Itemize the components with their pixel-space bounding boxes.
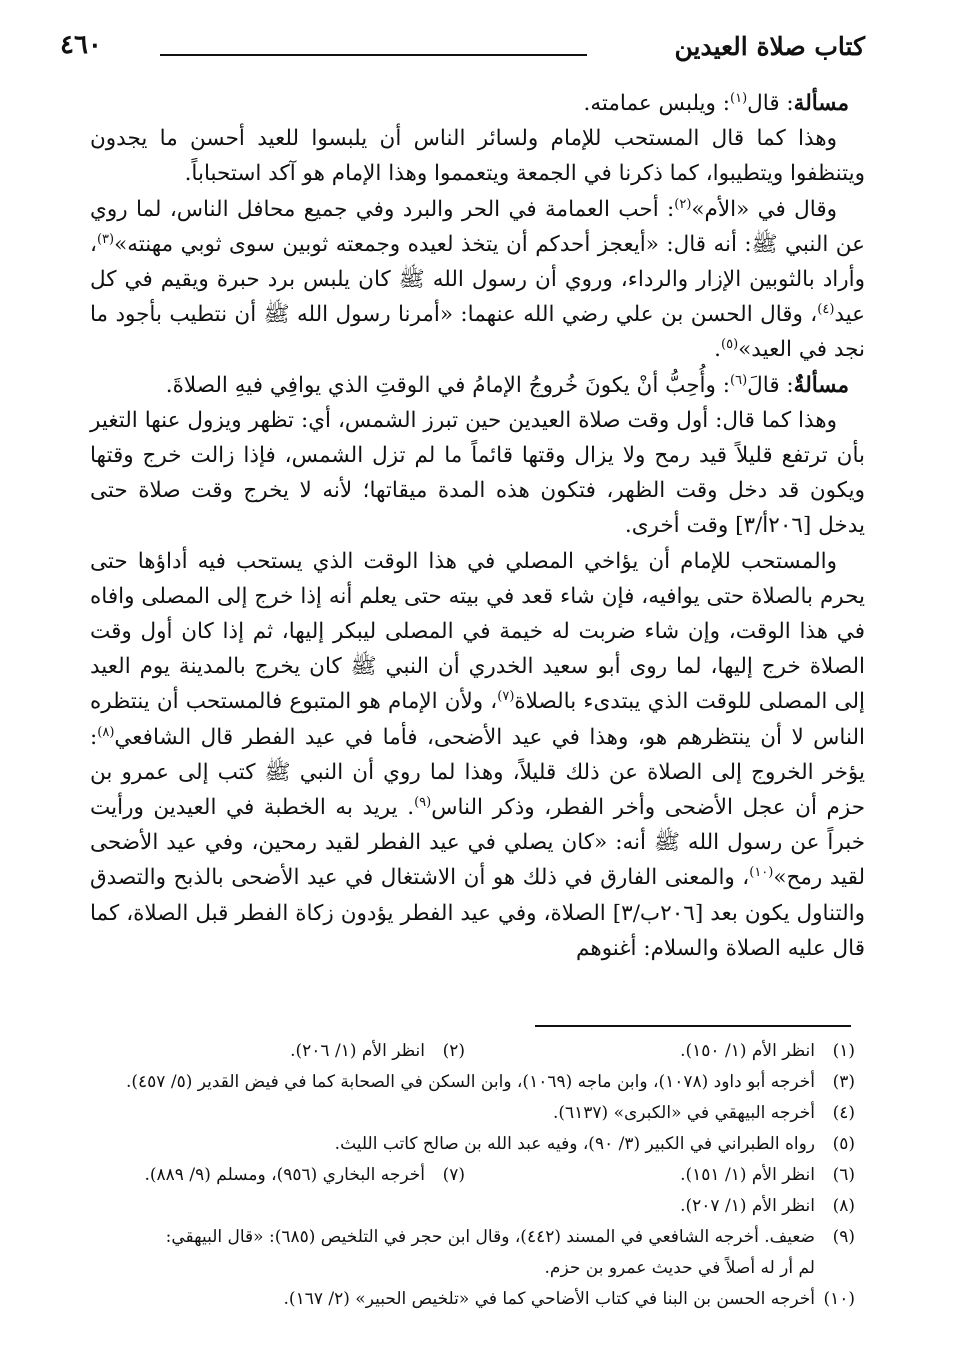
footnote-text: انظر الأم (١/ ٢٠٦). [290, 1041, 425, 1061]
page-number: ٤٦٠ [60, 30, 102, 60]
footnote-5 [88, 1129, 855, 1160]
text-span: وقال في «الأم» [691, 196, 837, 222]
footnote-10 [88, 1284, 855, 1315]
footnote-text: انظر الأم (١/ ١٥١). [680, 1165, 815, 1185]
footnote-ref-10: (١٠) [749, 865, 774, 881]
footnote-1 [465, 1036, 855, 1067]
footnote-9 [88, 1222, 855, 1253]
footnote-number: (٤) [832, 1103, 855, 1123]
footnote-text: انظر الأم (١/ ١٥٠). [680, 1041, 815, 1061]
text-span: : وأُحِبُّ أنْ يكونَ خُروجُ الإمامُ في الوقتِ الذي يوافِي فيهِ الصلاةَ. [165, 372, 730, 398]
paragraph-2: وهذا كما قال المستحب للإمام ولسائر الناس أن يلبسوا للعيد أحسن ما يجدون ويتنظفوا ويتطيبوا، كما ذكرنا في الجمعة ويتعمموا وهذا الإمام هو آكد استحباباً. [90, 126, 865, 187]
paragraph-6 [90, 544, 865, 966]
footnote-row [88, 1160, 855, 1191]
footnote-text: أخرجه الحسن بن البنا في كتاب الأضاحي كما في «تلخيص الحبير» (٢/ ١٦٧). [283, 1289, 815, 1309]
main-text [90, 86, 865, 966]
text-span: : أحب العمامة في الحر والبرد وفي جميع محافل الناس، لما روي عن النبي ﷺ: أنه قال: «أيعجز أحدكم أن يتخذ لعيده وجمعته ثوبين سوى ثوبي مهنته» [90, 196, 865, 257]
footnote-9-continued [88, 1253, 855, 1284]
footnote-ref-9: (٩) [414, 794, 432, 810]
footnote-number: (٧) [442, 1165, 465, 1185]
footnote-4 [88, 1098, 855, 1129]
text-span: : قالَ [747, 372, 794, 398]
footnote-ref-8: (٨) [97, 724, 115, 740]
footnote-ref-4: (٤) [817, 302, 835, 318]
footnote-6 [465, 1160, 855, 1191]
footnote-text: أخرجه البيهقي في «الكبرى» (٦١٣٧). [552, 1103, 815, 1123]
text-span: . يريد به الخطبة في العيدين ورأيت خبراً عن رسول الله ﷺ أنه: «كان يصلي في عيد الفطر لقيد رمحين، وفي عيد الأضحى لقيد رمح» [90, 795, 865, 891]
text-span: ، ولأن الإمام هو المتبوع فالمستحب أن ينتظره الناس لا أن ينتظرهم هو، وهذا في عيد الأضحى، فأما في عيد الفطر قال الشافعي [90, 689, 865, 750]
footnote-number: (٨) [832, 1196, 855, 1216]
page-header [60, 24, 865, 68]
footnote-row [88, 1036, 855, 1067]
paragraph-3 [90, 192, 865, 368]
footnote-text: أخرجه أبو داود (١٠٧٨)، وابن ماجه (١٠٦٩)، وابن السكن في الصحابة كما في فيض القدير (٥/ ٤٥٧). [125, 1072, 815, 1092]
text-span: والمستحب للإمام أن يؤاخي المصلي في هذا الوقت الذي يستحب فيه أداؤها حتى يحرم بالصلاة حتى يوافيه، فإن شاء قعد في بيته حتى يعلم أنه إذا خرج إلى المصلى وافاه في هذا الوقت، وإن شاء ضربت له خيمة في المصلى ليبكر إليها، ثم إذا كان أول وقت الصلاة خرج إليها، لما روى أبو سعيد الخدري أن النبي ﷺ كان يخرج بالمدينة يوم العيد إلى المصلى للوقت الذي يبتدىء بالصلاة [90, 548, 865, 715]
paragraph-4 [90, 368, 865, 403]
footnote-ref-3: (٣) [96, 231, 115, 247]
footnote-ref-2: (٢) [674, 196, 692, 212]
header-rule [160, 54, 587, 56]
footnote-text: رواه الطبراني في الكبير (٣/ ٩٠)، وفيه عبد الله بن صالح كاتب الليث. [334, 1134, 815, 1154]
paragraph-1 [90, 86, 865, 121]
text-span: : ويلبس عمامته. [583, 91, 730, 116]
masala-label-1: مسألة [793, 91, 849, 116]
footnotes [88, 1036, 855, 1315]
text-span: : يؤخر الخروج إلى الصلاة عن ذلك قليلاً، وهذا لما روي أن النبي ﷺ كتب إلى عمرو بن حزم أن عجل الأضحى وأخر الفطر، وذكر الناس [90, 724, 865, 821]
paragraph-5: وهذا كما قال: أول وقت صلاة العيدين حين تبرز الشمس، أي: تظهر ويزول عنها التغير بأن ترتفع قليلاً قيد رمح ولا يزال وقتها قائماً ما لم تزل الشمس، فإذا زالت خرج وقتها ويكون قد دخل وقت الظهر، فتكون هذه المدة ميقاتها؛ لأنه لا يخرج وقت صلاة حتى يدخل [٢٠٦أ/٣] وقت أخرى. [90, 407, 865, 539]
footnote-ref-5: (٥) [721, 337, 739, 353]
footnote-text: ضعيف. أخرجه الشافعي في المسند (٤٤٢)، وقال ابن حجر في التلخيص (٦٨٥): «قال البيهقي: [165, 1227, 815, 1247]
footnote-number: (٦) [832, 1165, 855, 1185]
footnote-8 [88, 1191, 855, 1222]
masala-label-2: مسألةٌ [793, 372, 849, 398]
footnote-ref-1: (١) [730, 90, 748, 106]
text-span: . [714, 337, 722, 363]
footnote-number: (٢) [442, 1041, 465, 1061]
footnote-number: (٥) [832, 1134, 855, 1154]
footnote-3 [88, 1067, 855, 1098]
footnote-number: (١٠) [823, 1289, 855, 1309]
text-span: ، وأراد بالثوبين الإزار والرداء، وروي أن رسول الله ﷺ كان يلبس برد حبرة ويقيم في كل عيد [90, 231, 865, 328]
text-span: : قال [747, 91, 794, 116]
footnote-7 [144, 1160, 465, 1191]
footnote-number: (٩) [832, 1227, 855, 1247]
text-span: ، وقال الحسن بن علي رضي الله عنهما: «أمرنا رسول الله ﷺ أن نتطيب بأجود ما نجد في العيد» [90, 302, 865, 363]
footnote-separator [535, 1025, 851, 1027]
chapter-title: كتاب صلاة العيدين [674, 32, 865, 61]
footnote-ref-6: (٦) [730, 372, 748, 388]
footnote-2 [290, 1036, 465, 1067]
footnote-text: لم أر له أصلاً في حديث عمرو بن حزم. [544, 1258, 815, 1278]
footnote-text: انظر الأم (١/ ٢٠٧). [680, 1196, 815, 1216]
text-span: ، والمعنى الفارق في ذلك هو أن الاشتغال في عيد الأضحى بالذبح والتصدق والتناول يكون بعد [٢٠٦ب/٣] الصلاة، وفي عيد الفطر يؤدون زكاة الفطر قبل الصلاة، كما قال عليه الصلاة والسلام: أغنوهم [90, 865, 865, 961]
footnote-ref-7: (٧) [497, 689, 515, 705]
footnote-text: أخرجه البخاري (٩٥٦)، ومسلم (٩/ ٨٨٩). [144, 1165, 425, 1185]
footnote-number: (١) [832, 1041, 855, 1061]
footnote-number: (٣) [832, 1072, 855, 1092]
